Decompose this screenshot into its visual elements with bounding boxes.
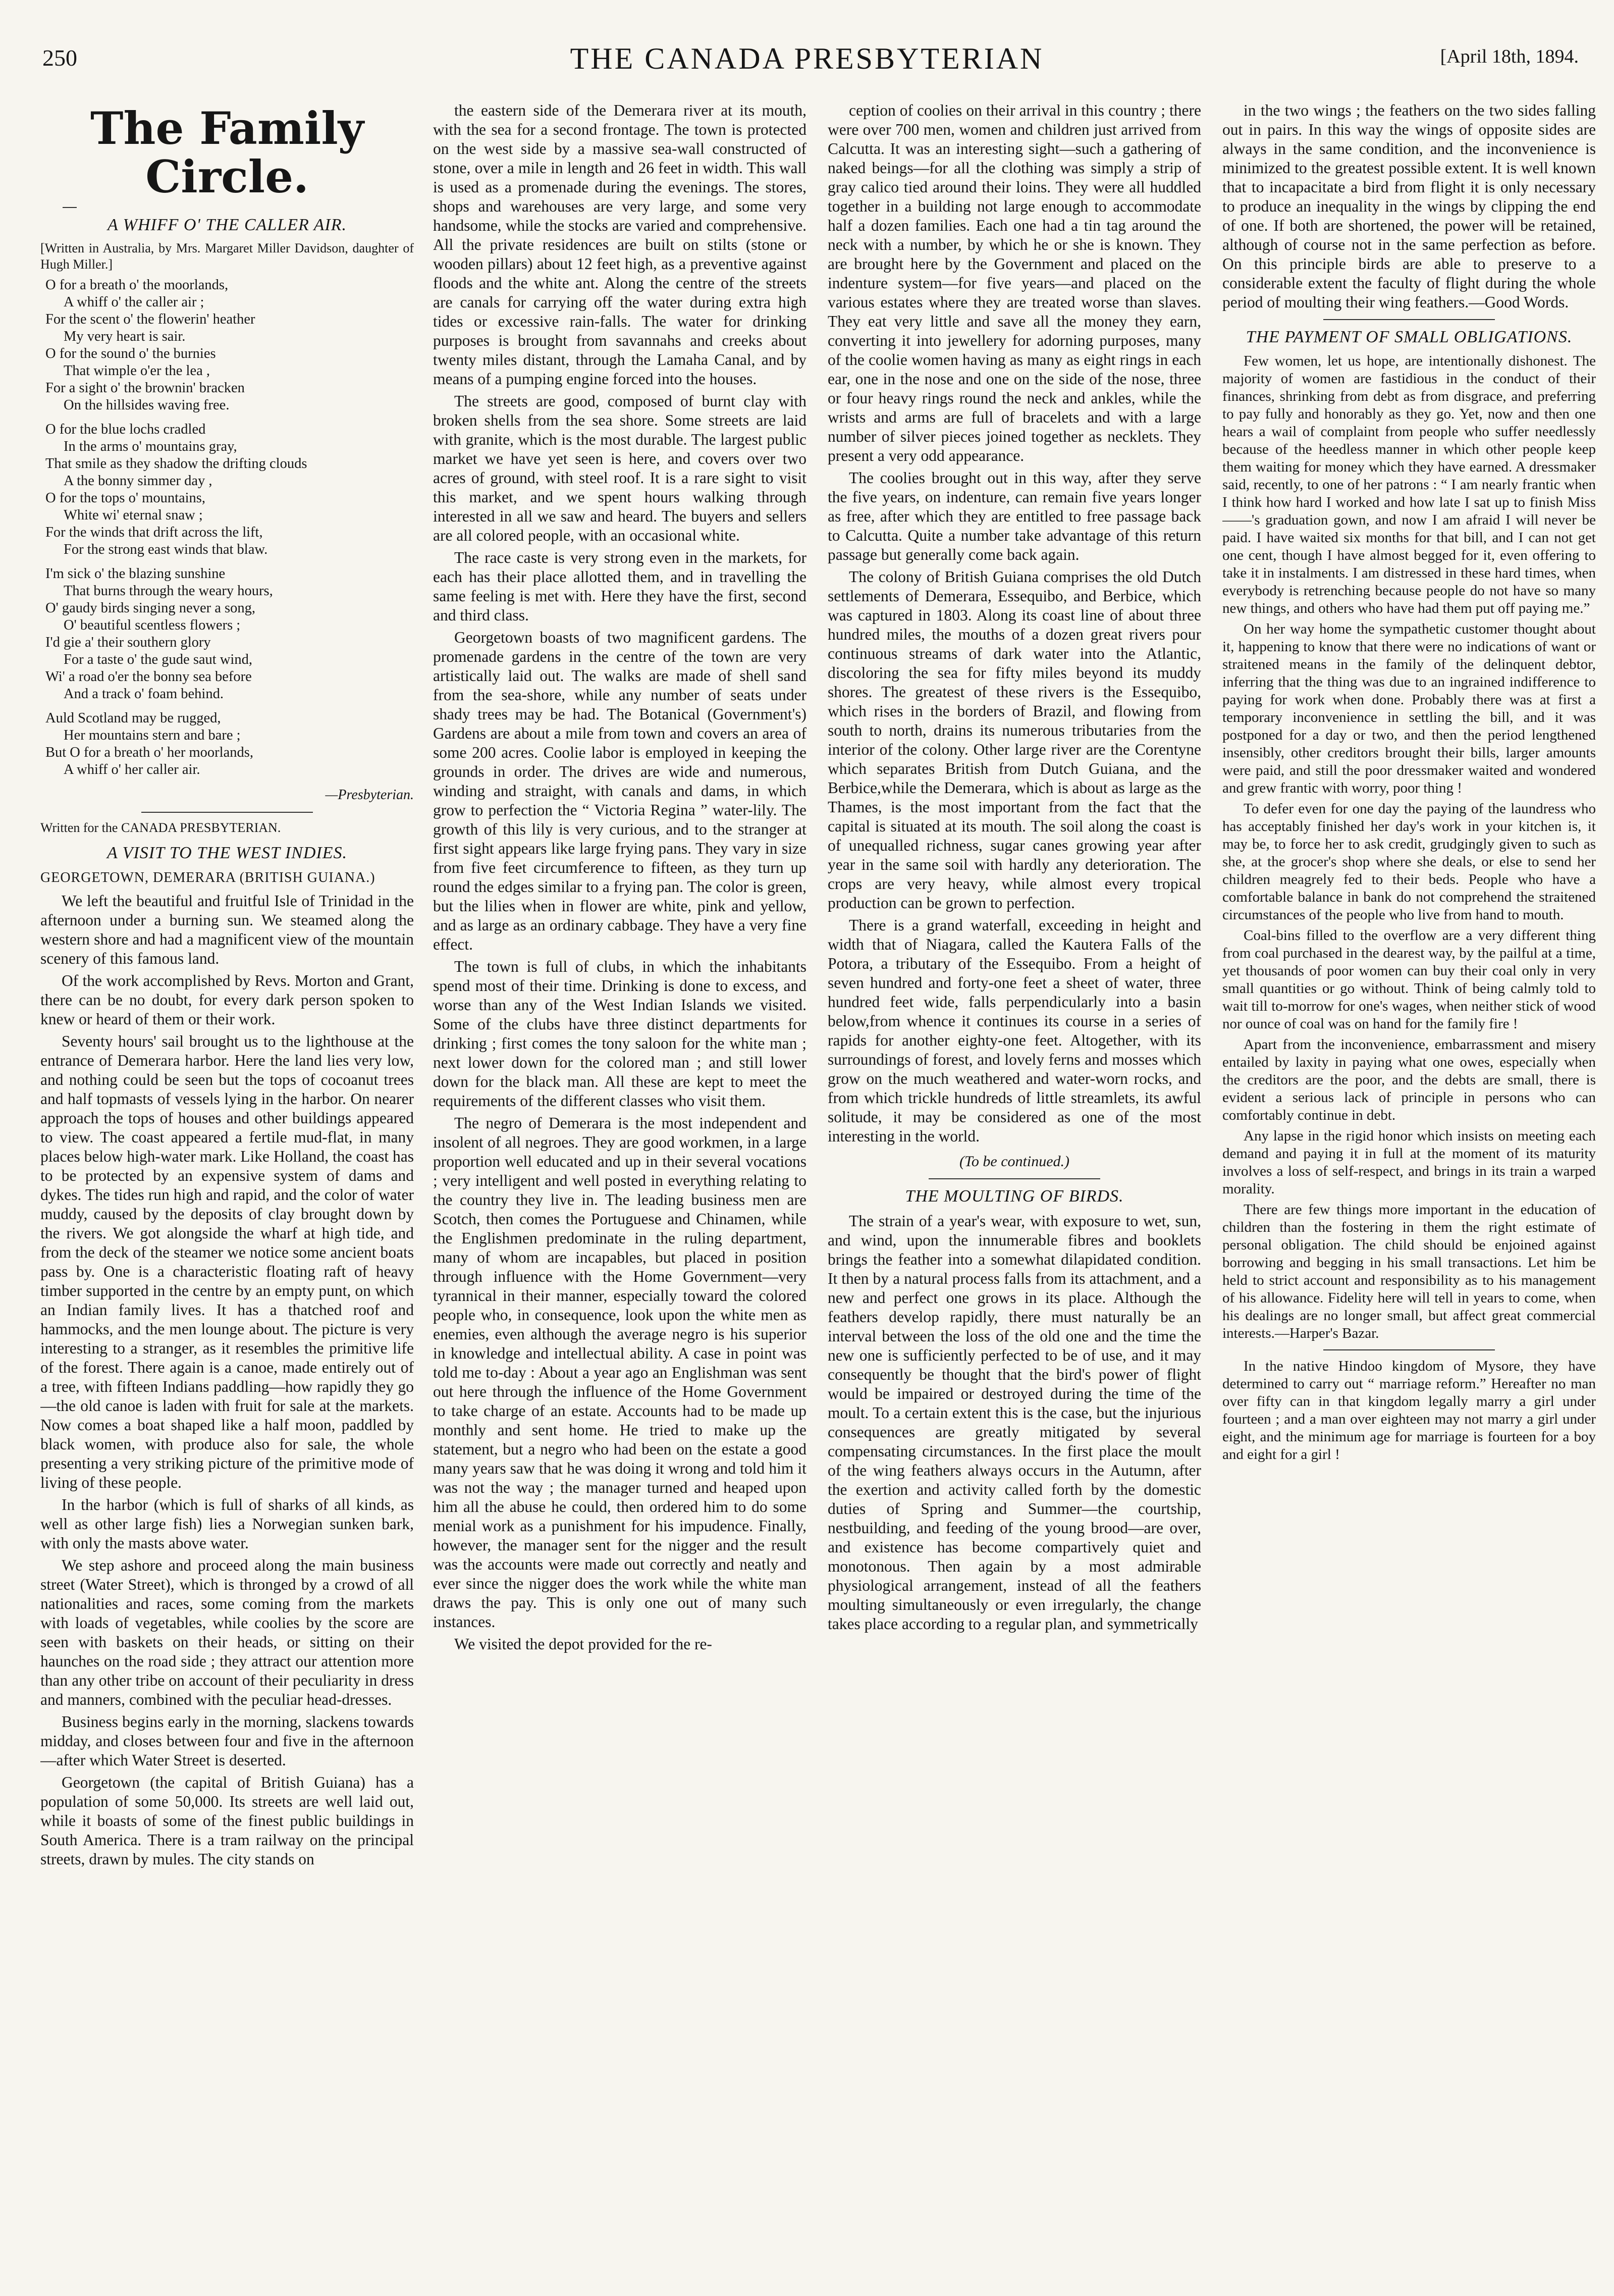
- newspaper-title: THE CANADA PRESBYTERIAN: [570, 42, 1044, 75]
- poem-line: But O for a breath o' her moorlands,: [45, 745, 253, 760]
- divider: [1323, 319, 1495, 320]
- paragraph: Few women, let us hope, are intentionally dishonest. The majority of women are fastidious in the conduct of their finances, shrinking from debt as from disgrace, and preferring to pay fully and honorably as they go. Yet, now and then one hears a wail of complaint from people who suffer needlessly because of the heedless manner in which other people keep them waiting for money which they have earned. A dressmaker said, recently, to one of her patrons : “ I am nearly frantic when I think how hard I worked and how late I sat up to finish Miss——'s graduation gown, and now I am afraid I will never be paid. I have waited six months for that bill, and I can not get one cent, though I have almost begged for it, even offering to take it in instalments. I am distressed in these hard times, when everybody is retrenching because people do not have so many new things, and others who have had them put off paying me.”: [1222, 353, 1596, 616]
- divider: [63, 207, 77, 208]
- paragraph: Of the work accomplished by Revs. Morton and Grant, there can be no doubt, for every dark person spoken to knew or heard of them or their work.: [40, 972, 414, 1028]
- article-body: [1222, 352, 1596, 1342]
- divider: [141, 812, 313, 813]
- paragraph: Georgetown boasts of two magnificent gardens. The promenade gardens in the centre of the town are very artistically laid out. The walks are made of shell sand from the sea-shore, while any number of seats under shady trees may be had. The Botanical (Government's) Gardens are about a mile from town and covers an area of some 200 acres. Coolie labor is employed in keeping the grounds in order. The drives are wide and numerous, winding and straight, with canals and dams, in which grow to perfection the “ Victoria Regina ” water-lily. The growth of this lily is very curious, and to the stranger at first sight appears like large frying pans. They vary in size from five feet circumference to fifteen, as they turn up round the edges similar to a frying pan. The color is green, but the lilies when in flower are white, pink and yellow, and as large as an ordinary cabbage. They have a very fine effect.: [433, 629, 806, 953]
- paragraph: The streets are good, composed of burnt clay with broken shells from the sea shore. Some streets are laid with granite, which is the most durable. The largest public market we have yet seen is here, and covers over two acres of ground, with steel roof. It is a rare sight to visit this market, and we spent hours walking through interested in all we saw and heard. The buyers and sellers are all colored people, with an occasional white.: [433, 392, 806, 544]
- poem-stanza: [45, 565, 414, 703]
- poem-line: O for the sound o' the burnies: [45, 346, 216, 361]
- paragraph: To defer even for one day the paying of the laundress who has acceptably finished her day's work in your kitchen is, it may be, to force her to ask credit, grudgingly given to such as she, at the grocer's shop where she deals, or else to send her children meagrely fed to their beds. People who have a comfortable balance in bank do not comprehend the straitened circumstances of the people who live from hand to mouth.: [1222, 801, 1596, 923]
- paragraph: The coolies brought out in this way, after they serve the five years, on indenture, can remain five years longer as free, after which they are entitled to free passage back to Calcutta. Quite a number take advantage of this return passage but generally come back again.: [828, 469, 1201, 563]
- paragraph: We left the beautiful and fruitful Isle of Trinidad in the afternoon under a burning sun. We steamed along the western shore and had a magnificent view of the mountain scenery of this famous land.: [40, 892, 414, 967]
- column-1: [40, 101, 414, 2282]
- poem-stanza: [45, 710, 414, 778]
- poem-stanza: [45, 277, 414, 414]
- paragraph: Business begins early in the morning, slackens towards midday, and closes between four and five in the afternoon—after which Water Street is deserted.: [40, 1713, 414, 1769]
- page-header: [0, 41, 1614, 82]
- paragraph: The negro of Demerara is the most independent and insolent of all negroes. They are good workmen, in a large proportion well educated and up in their several vocations ; very intelligent and well posted in everything relating to the country they live in. The leading business men are Scotch, then comes the Portuguese and Chinamen, while the Englishmen predominate in the ruling department, many of whom are incapables, but placed in position through influence with the Home Government—very tyrannical in their manner, especially toward the colored people who, in consequence, look upon the white men as enemies, even although the average negro is his superior in knowledge and intellectual ability. A case in point was told me to-day : About a year ago an Englishman was sent out here through the influence of the Home Government to take charge of an estate. Accounts had to be made up monthly and sent home. He tried to make up the statement, but a negro who had been on the estate a good many years saw that he was doing it wrong and told him it was not the way ; the manager turned and heaped upon him all the abuse he could, then ordered him to do some menial work as a punishment for his impudence. Finally, however, the manager sent for the nigger and the result was the accounts were made out correctly and neatly and ever since the nigger does the work while the white man draws the pay. This is only one out of many such instances.: [433, 1114, 806, 1631]
- paragraph: The race caste is very strong even in the markets, for each has their place allotted them, and in travelling the same feeling is met with. Here they have the first, second and third class.: [433, 549, 806, 624]
- paragraph: The town is full of clubs, in which the inhabitants spend most of their time. Drinking is done to excess, and worse than any of the West Indian Islands we visited. Some of the clubs have three distinct departments for drinking ; first comes the tony saloon for the white man ; next lower down for the colored man ; and still lower down for the black man. All these are kept to meet the requirements of the different classes who visit them.: [433, 958, 806, 1110]
- section-masthead: The Family Circle.: [90, 102, 364, 203]
- article-title: A VISIT TO THE WEST INDIES.: [107, 844, 347, 862]
- column-2: [433, 101, 806, 2282]
- paragraph: Georgetown (the capital of British Guiana) has a population of some 50,000. Its streets are well laid out, while it boasts of some of the finest public buildings in South America. There is a tram railway on the principal streets, drawn by mules. The city stands on: [40, 1773, 414, 1868]
- paragraph: In the harbor (which is full of sharks of all kinds, as well as other large fish) lies a Norwegian sunken bark, with only the masts above water.: [40, 1496, 414, 1552]
- poem-line: That burns through the weary hours,: [64, 583, 273, 599]
- poem-line: For a taste o' the gude saut wind,: [64, 652, 252, 667]
- paragraph: The strain of a year's wear, with exposure to wet, sun, and wind, upon the innumerable fibres and booklets brings the feather into a somewhat dilapidated condition. It then by a natural process falls from its attachment, and a new and perfect one grows in its place. Although the feathers develop rapidly, there must naturally be an interval between the loss of the old one and the time the new one is sufficiently perfected to be of use, and it may consequently be thought that the bird's power of flight would be impaired or destroyed during the time of the moult. To a certain extent this is the case, but the injurious consequences are greatly mitigated by several compensating circumstances. In the first place the moult of the wing feathers always occurs in the Autumn, after the exertion and activity called forth by the domestic duties of Spring and Summer—the courtship, nestbuilding, and feeding of the young brood—are over, and existence has become compartively quiet and monotonous. Then again by a most admirable physiological arrangement, instead of all the feathers moulting simultaneously or even irregularly, the change takes place according to a regular plan, and symmetrically: [828, 1212, 1201, 1633]
- poem-byline: [Written in Australia, by Mrs. Margaret Miller Davidson, daughter of Hugh Miller.]: [40, 241, 414, 272]
- poem-line: A whiff o' the caller air ;: [64, 294, 204, 310]
- poem-line: And a track o' foam behind.: [64, 686, 224, 702]
- poem-line: For the scent o' the flowerin' heather: [45, 311, 255, 327]
- poem-attribution: —Presbyterian.: [325, 787, 414, 803]
- poem-line: A whiff o' her caller air.: [64, 762, 200, 777]
- poem-line: For the winds that drift across the lift,: [45, 525, 263, 540]
- page-number: 250: [42, 45, 77, 71]
- poem-line: That smile as they shadow the drifting clouds: [45, 456, 307, 472]
- poem-line: Her mountains stern and bare ;: [64, 727, 241, 743]
- article-body: [828, 101, 1201, 1146]
- poem-line: O for a breath o' the moorlands,: [45, 277, 229, 293]
- poem-line: I'd gie a' their southern glory: [45, 635, 211, 650]
- poem-line: For the strong east winds that blaw.: [64, 542, 268, 557]
- divider: [1323, 1349, 1495, 1350]
- article-body: [40, 892, 414, 1869]
- paragraph: We visited the depot provided for the re-: [454, 1635, 712, 1653]
- column-3: [828, 101, 1201, 2282]
- issue-date: [April 18th, 1894.: [1440, 46, 1579, 67]
- paragraph: We step ashore and proceed along the main business street (Water Street), which is thronged by a crowd of all nationalities and races, some coming from the markets with loads of vegetables, while coolies by the score are seen with baskets on their heads, or sitting on their haunches on the road side ; they attract our attention more than any other tribe on account of their peculiarity in dress and manners, combined with the peculiar head-dresses.: [40, 1556, 414, 1708]
- poem-line: That wimple o'er the lea ,: [64, 363, 210, 379]
- poem-line: O' beautiful scentless flowers ;: [64, 617, 241, 633]
- poem-line: I'm sick o' the blazing sunshine: [45, 566, 226, 582]
- article-title: THE PAYMENT OF SMALL OBLIGATIONS.: [1246, 328, 1573, 346]
- article-note: Written for the CANADA PRESBYTERIAN.: [40, 820, 281, 835]
- poem-line: O' gaudy birds singing never a song,: [45, 600, 255, 616]
- paragraph: Coal-bins filled to the overflow are a very different thing from coal purchased in the dearest way, by the pailful at a time, yet thousands of poor women can buy their coal only in very small quantities or go without. Think of being calmly told to wait till to-morrow for one's wages, when neither stick of wood nor ounce of coal was on hand for the family fire !: [1222, 927, 1596, 1032]
- column-4: [1222, 101, 1596, 2282]
- continued-note: (To be continued.): [959, 1153, 1070, 1170]
- poem-stanza: [45, 421, 414, 558]
- poem-line: White wi' eternal snaw ;: [64, 507, 203, 523]
- paragraph: ception of coolies on their arrival in this country ; there were over 700 men, women and children just arrived from Calcutta. It was an interesting sight—such a gathering of naked beings—for all the clothing was simply a strip of gray calico tied around their loins. They were all huddled together in a building not large enough to accommodate half a dozen families. Each one had a tin tag around the neck with a number, by which he or she is known. They are brought here by the Government and placed on the indenture system—for five years—and placed on the various estates where they are treated worse than slaves. They eat very little and save all the money they earn, converting it into jewellery for adorning purposes, many of the coolie women having as many as eight rings in each ear, one in the nose and one on the side of the nose, three or four heavy rings round the neck and ankles, while the wrists and arms are full of bracelets and with a large number of silver pieces joined together as necklets. They present a very odd appearance.: [828, 101, 1201, 464]
- poem-line: My very heart is sair.: [64, 329, 186, 344]
- article-dateline: GEORGETOWN, DEMERARA (BRITISH GUIANA.): [40, 870, 375, 885]
- article-body: [1222, 101, 1596, 312]
- article-body: [828, 1212, 1201, 1634]
- poem-line: O for the tops o' mountains,: [45, 490, 206, 506]
- poem: [45, 277, 414, 778]
- paragraph: The colony of British Guiana comprises the old Dutch settlements of Demerara, Essequibo, and Berbice, which was captured in 1803. Along its coast line of about three hundred miles, the mouths of a dozen great rivers pour continuous streams of dark water into the Atlantic, discoloring the sea for fifty miles beyond its muddy shores. The greatest of these rivers is the Essequibo, which rises in the borders of Brazil, and flowing from south to north, drains its numerous tributaries from the interior of the colony. Other large river are the Corentyne which separates British from Dutch Guiana, and the Berbice,while the Demerara, which is about as large as the Thames, is the most important from the fact that the capital is situated at its mouth. The soil along the coast is of unequalled richness, sugar canes growing year after year in the same soil with hardly any deterioration. The crops are very heavy, while almost every tropical production can be grown to perfection.: [828, 568, 1201, 912]
- paragraph: Apart from the inconvenience, embarrassment and misery entailed by laxity in paying what one owes, especially when the creditors are the poor, and the debts are small, there is evident a serious lack of principle in persons who can comfortably continue in debt.: [1222, 1036, 1596, 1123]
- poem-line: In the arms o' mountains gray,: [64, 439, 237, 454]
- poem-line: On the hillsides waving free.: [64, 397, 230, 413]
- paragraph: There are few things more important in the education of children than the fostering in them the right estimate of personal obligation. The child should be enjoined against borrowing and begging in his small transactions. Let him be held to strict account and responsibility as to his management of his allowance. Fidelity here will tell in years to come, when his dealings are no longer small, but affect great commercial interests.—Harper's Bazar.: [1222, 1202, 1596, 1341]
- article-title: THE MOULTING OF BIRDS.: [905, 1187, 1124, 1206]
- poem-title: A WHIFF O' THE CALLER AIR.: [107, 216, 347, 234]
- divider: [929, 1178, 1100, 1179]
- paragraph: in the two wings ; the feathers on the two sides falling out in pairs. In this way the wings of opposite sides are always in the same condition, and the inconvenience is minimized to the greatest possible extent. It is well known that to incapacitate a bird from flight it is only necessary to produce an inequality in the wings by clipping the end of one. If both are shortened, the power will be retained, although of course not in the same perfection as before. On this principle birds are able to preserve to a considerable extent the faculty of flight during the whole period of moulting their wing feathers.—Good Words.: [1222, 101, 1596, 311]
- poem-line: Wi' a road o'er the bonny sea before: [45, 669, 252, 685]
- paragraph: There is a grand waterfall, exceeding in height and width that of Niagara, called the Kautera Falls of the Potora, a tributary of the Essequibo. From a height of seven hundred and forty-one feet a sheet of water, three hundred feet wide, falls perpendicularly into a basin below,from whence it continues its course in a series of rapids for another eighty-one feet. Altogether, with its surroundings of forest, and lovely ferns and mosses which grow on the much weathered and water-worn rocks, and from which trickle hundreds of little streamlets, its awful solitude, it may be considered as one of the most interesting in the world.: [828, 916, 1201, 1145]
- news-item: In the native Hindoo kingdom of Mysore, they have determined to carry out “ marriage reform.” Hereafter no man over fifty can in that kingdom legally marry a girl under fourteen ; and a man over eighteen may not marry a girl under eight, and the minimum age for marriage is fourteen for a boy and eight for a girl !: [1222, 1358, 1596, 1463]
- poem-line: O for the blue lochs cradled: [45, 422, 206, 437]
- poem-line: Auld Scotland may be rugged,: [45, 710, 221, 726]
- paragraph: Seventy hours' sail brought us to the lighthouse at the entrance of Demerara harbor. Here the land lies very low, and nothing could be seen but the tops of cocoanut trees and half topmasts of vessels lying in the harbor. On nearer approach the tops of houses and other buildings appeared to view. The coast appeared a fertile mud-flat, in many places below high-water mark. Like Holland, the coast has to be protected by an expensive system of dams and dykes. The tides run high and rapid, and the color of water muddy, caused by the deposits of clay brought down by the rivers. We got alongside the wharf at high tide, and from the deck of the steamer we notice some ancient boats pass by. One is a characteristic floating raft of heavy timber supported in the centre by an empty punt, on which an Indian family lives. It has a thatched roof and hammocks, and the men lounge about. The picture is very interesting to a stranger, as it resembles the primitive life of the forest. There again is a canoe, made entirely out of a tree, with fifteen Indians paddling—how rapidly they go—the old canoe is laden with fruit for sale at the markets. Now comes a boat shaped like a half moon, paddled by black women, with produce also for sale, the whole presenting a very striking picture of the primitive mode of living of these people.: [40, 1032, 414, 1491]
- poem-line: A the bonny simmer day ,: [64, 473, 212, 489]
- poem-line: For a sight o' the brownin' bracken: [45, 380, 245, 396]
- paragraph: On her way home the sympathetic customer thought about it, happening to know that there were no indications of want or straitened means in the family of the delinquent debtor, inferring that the thing was due to an ingrained indifference to paying for work when done. Probably there was at first a temporary inconvenience in settling the bill, and it was postponed for a day or two, and then the period lengthened insensibly, other creditors brought their bills, larger amounts were paid, and still the poor dressmaker waited and wondered and grew frantic with worry, poor thing !: [1222, 621, 1596, 796]
- article-body: [433, 101, 806, 1654]
- paragraph: the eastern side of the Demerara river at its mouth, with the sea for a second frontage. The town is protected on the west side by a massive sea-wall constructed of stone, over a mile in length and 26 feet in width. This wall is used as a promenade during the evenings. The stores, shops and warehouses are very large, and some very handsome, while the stocks are varied and comprehensive. All the private residences are built on stilts (stone or wooden pillars) about 12 feet high, as a preventive against floods and the white ant. Along the centre of the streets are canals for carrying off the water during extra high tides or excessive rain-falls. The water for drinking purposes is brought from savannahs and creeks about twenty miles distant, through the Lamaha Canal, and by means of a pumping engine forced into the houses.: [433, 101, 806, 388]
- paragraph: Any lapse in the rigid honor which insists on meeting each demand and paying it in full at the moment of its maturity involves a loss of self-respect, and brings in its train a warped morality.: [1222, 1128, 1596, 1197]
